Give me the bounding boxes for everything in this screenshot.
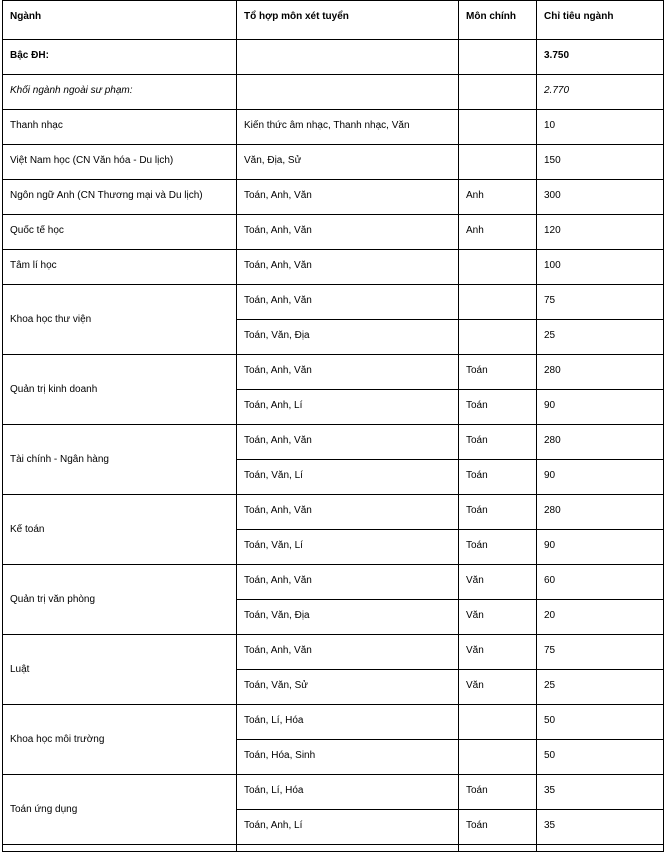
cell-nganh-merged: Quản trị văn phòng [3, 565, 237, 635]
header-mon-chinh: Môn chính [459, 1, 537, 40]
cell-to-hop: Toán, Hóa, Sinh [237, 740, 459, 775]
cell-mon-chinh [459, 75, 537, 110]
cell-to-hop: Toán, Anh, Lí [237, 810, 459, 845]
cell-mon-chinh [459, 320, 537, 355]
cell-chi-tieu: 280 [537, 355, 664, 390]
header-chi-tieu: Chỉ tiêu ngành [537, 1, 664, 40]
cell-mon-chinh: Văn [459, 635, 537, 670]
cell-chi-tieu: 60 [537, 565, 664, 600]
cell-mon-chinh [459, 845, 537, 852]
cell-chi-tieu: 25 [537, 320, 664, 355]
cell-chi-tieu: 75 [537, 285, 664, 320]
cell-mon-chinh [459, 740, 537, 775]
cell-chi-tieu: 25 [537, 670, 664, 705]
cell-nganh [3, 845, 237, 852]
table-row [3, 565, 664, 600]
cell-to-hop: Toán, Văn, Sử [237, 670, 459, 705]
cell-mon-chinh: Văn [459, 670, 537, 705]
cell-chi-tieu: 10 [537, 110, 664, 145]
table-row [3, 110, 664, 145]
cell-to-hop: Văn, Địa, Sử [237, 145, 459, 180]
cell-chi-tieu: 90 [537, 390, 664, 425]
table-row [3, 705, 664, 740]
cell-mon-chinh [459, 145, 537, 180]
cell-chi-tieu: 150 [537, 145, 664, 180]
cell-to-hop: Toán, Anh, Lí [237, 390, 459, 425]
cell-mon-chinh [459, 285, 537, 320]
cell-chi-tieu [537, 845, 664, 852]
cell-mon-chinh: Toán [459, 390, 537, 425]
cell-to-hop: Toán, Lí, Hóa [237, 775, 459, 810]
table-row [3, 495, 664, 530]
cell-chi-tieu: 2.770 [537, 75, 664, 110]
table-row [3, 145, 664, 180]
table-row [3, 215, 664, 250]
cell-chi-tieu: 90 [537, 460, 664, 495]
cell-to-hop [237, 845, 459, 852]
cell-to-hop: Toán, Anh, Văn [237, 285, 459, 320]
cell-to-hop: Toán, Anh, Văn [237, 565, 459, 600]
cell-to-hop: Kiến thức âm nhạc, Thanh nhạc, Văn [237, 110, 459, 145]
cell-mon-chinh: Anh [459, 180, 537, 215]
header-nganh: Ngành [3, 1, 237, 40]
cell-nganh-merged: Tài chính - Ngân hàng [3, 425, 237, 495]
header-to-hop: Tổ hợp môn xét tuyển [237, 1, 459, 40]
header-row [3, 1, 664, 40]
cell-mon-chinh [459, 110, 537, 145]
cell-chi-tieu: 100 [537, 250, 664, 285]
cell-nganh-merged: Khoa học môi trường [3, 705, 237, 775]
cell-nganh: Thanh nhạc [3, 110, 237, 145]
table-row [3, 635, 664, 670]
cell-to-hop: Toán, Văn, Địa [237, 600, 459, 635]
cell-mon-chinh: Toán [459, 810, 537, 845]
cell-chi-tieu: 120 [537, 215, 664, 250]
cell-chi-tieu: 20 [537, 600, 664, 635]
cell-nganh: Quốc tế học [3, 215, 237, 250]
cell-chi-tieu: 280 [537, 495, 664, 530]
cell-nganh: Ngôn ngữ Anh (CN Thương mại và Du lịch) [3, 180, 237, 215]
table-row-partial [3, 845, 664, 852]
cell-chi-tieu: 75 [537, 635, 664, 670]
cell-to-hop: Toán, Anh, Văn [237, 355, 459, 390]
cell-to-hop: Toán, Anh, Văn [237, 635, 459, 670]
cell-mon-chinh: Anh [459, 215, 537, 250]
cell-mon-chinh: Văn [459, 565, 537, 600]
table-row [3, 355, 664, 390]
cell-nganh-merged: Kế toán [3, 495, 237, 565]
cell-mon-chinh: Toán [459, 495, 537, 530]
cell-to-hop: Toán, Anh, Văn [237, 495, 459, 530]
cell-to-hop [237, 40, 459, 75]
cell-mon-chinh: Toán [459, 425, 537, 460]
summary-row-ngoai-su-pham [3, 75, 664, 110]
cell-to-hop: Toán, Anh, Văn [237, 425, 459, 460]
cell-chi-tieu: 3.750 [537, 40, 664, 75]
table-row [3, 425, 664, 460]
cell-chi-tieu: 280 [537, 425, 664, 460]
cell-nganh-merged: Quản trị kinh doanh [3, 355, 237, 425]
cell-to-hop: Toán, Anh, Văn [237, 250, 459, 285]
cell-nganh: Bậc ĐH: [3, 40, 237, 75]
cell-to-hop: Toán, Anh, Văn [237, 215, 459, 250]
cell-to-hop: Toán, Văn, Lí [237, 530, 459, 565]
cell-to-hop: Toán, Văn, Địa [237, 320, 459, 355]
cell-to-hop: Toán, Lí, Hóa [237, 705, 459, 740]
summary-row-dai-hoc [3, 40, 664, 75]
cell-to-hop: Toán, Anh, Văn [237, 180, 459, 215]
cell-mon-chinh [459, 40, 537, 75]
table-row [3, 775, 664, 810]
cell-mon-chinh: Toán [459, 460, 537, 495]
cell-mon-chinh: Toán [459, 355, 537, 390]
table-row [3, 250, 664, 285]
cell-nganh-merged: Luật [3, 635, 237, 705]
cell-chi-tieu: 50 [537, 740, 664, 775]
cell-to-hop: Toán, Văn, Lí [237, 460, 459, 495]
table-row [3, 180, 664, 215]
admission-quota-table [2, 0, 664, 852]
cell-chi-tieu: 35 [537, 810, 664, 845]
cell-nganh-merged: Toán ứng dụng [3, 775, 237, 845]
cell-nganh: Khối ngành ngoài sư phạm: [3, 75, 237, 110]
cell-chi-tieu: 35 [537, 775, 664, 810]
cell-nganh-merged: Khoa học thư viện [3, 285, 237, 355]
cell-mon-chinh [459, 250, 537, 285]
cell-mon-chinh: Văn [459, 600, 537, 635]
cell-chi-tieu: 90 [537, 530, 664, 565]
cell-mon-chinh: Toán [459, 775, 537, 810]
cell-nganh: Việt Nam học (CN Văn hóa - Du lịch) [3, 145, 237, 180]
cell-to-hop [237, 75, 459, 110]
cell-mon-chinh: Toán [459, 530, 537, 565]
cell-nganh: Tâm lí học [3, 250, 237, 285]
cell-chi-tieu: 50 [537, 705, 664, 740]
cell-mon-chinh [459, 705, 537, 740]
table-row [3, 285, 664, 320]
cell-chi-tieu: 300 [537, 180, 664, 215]
